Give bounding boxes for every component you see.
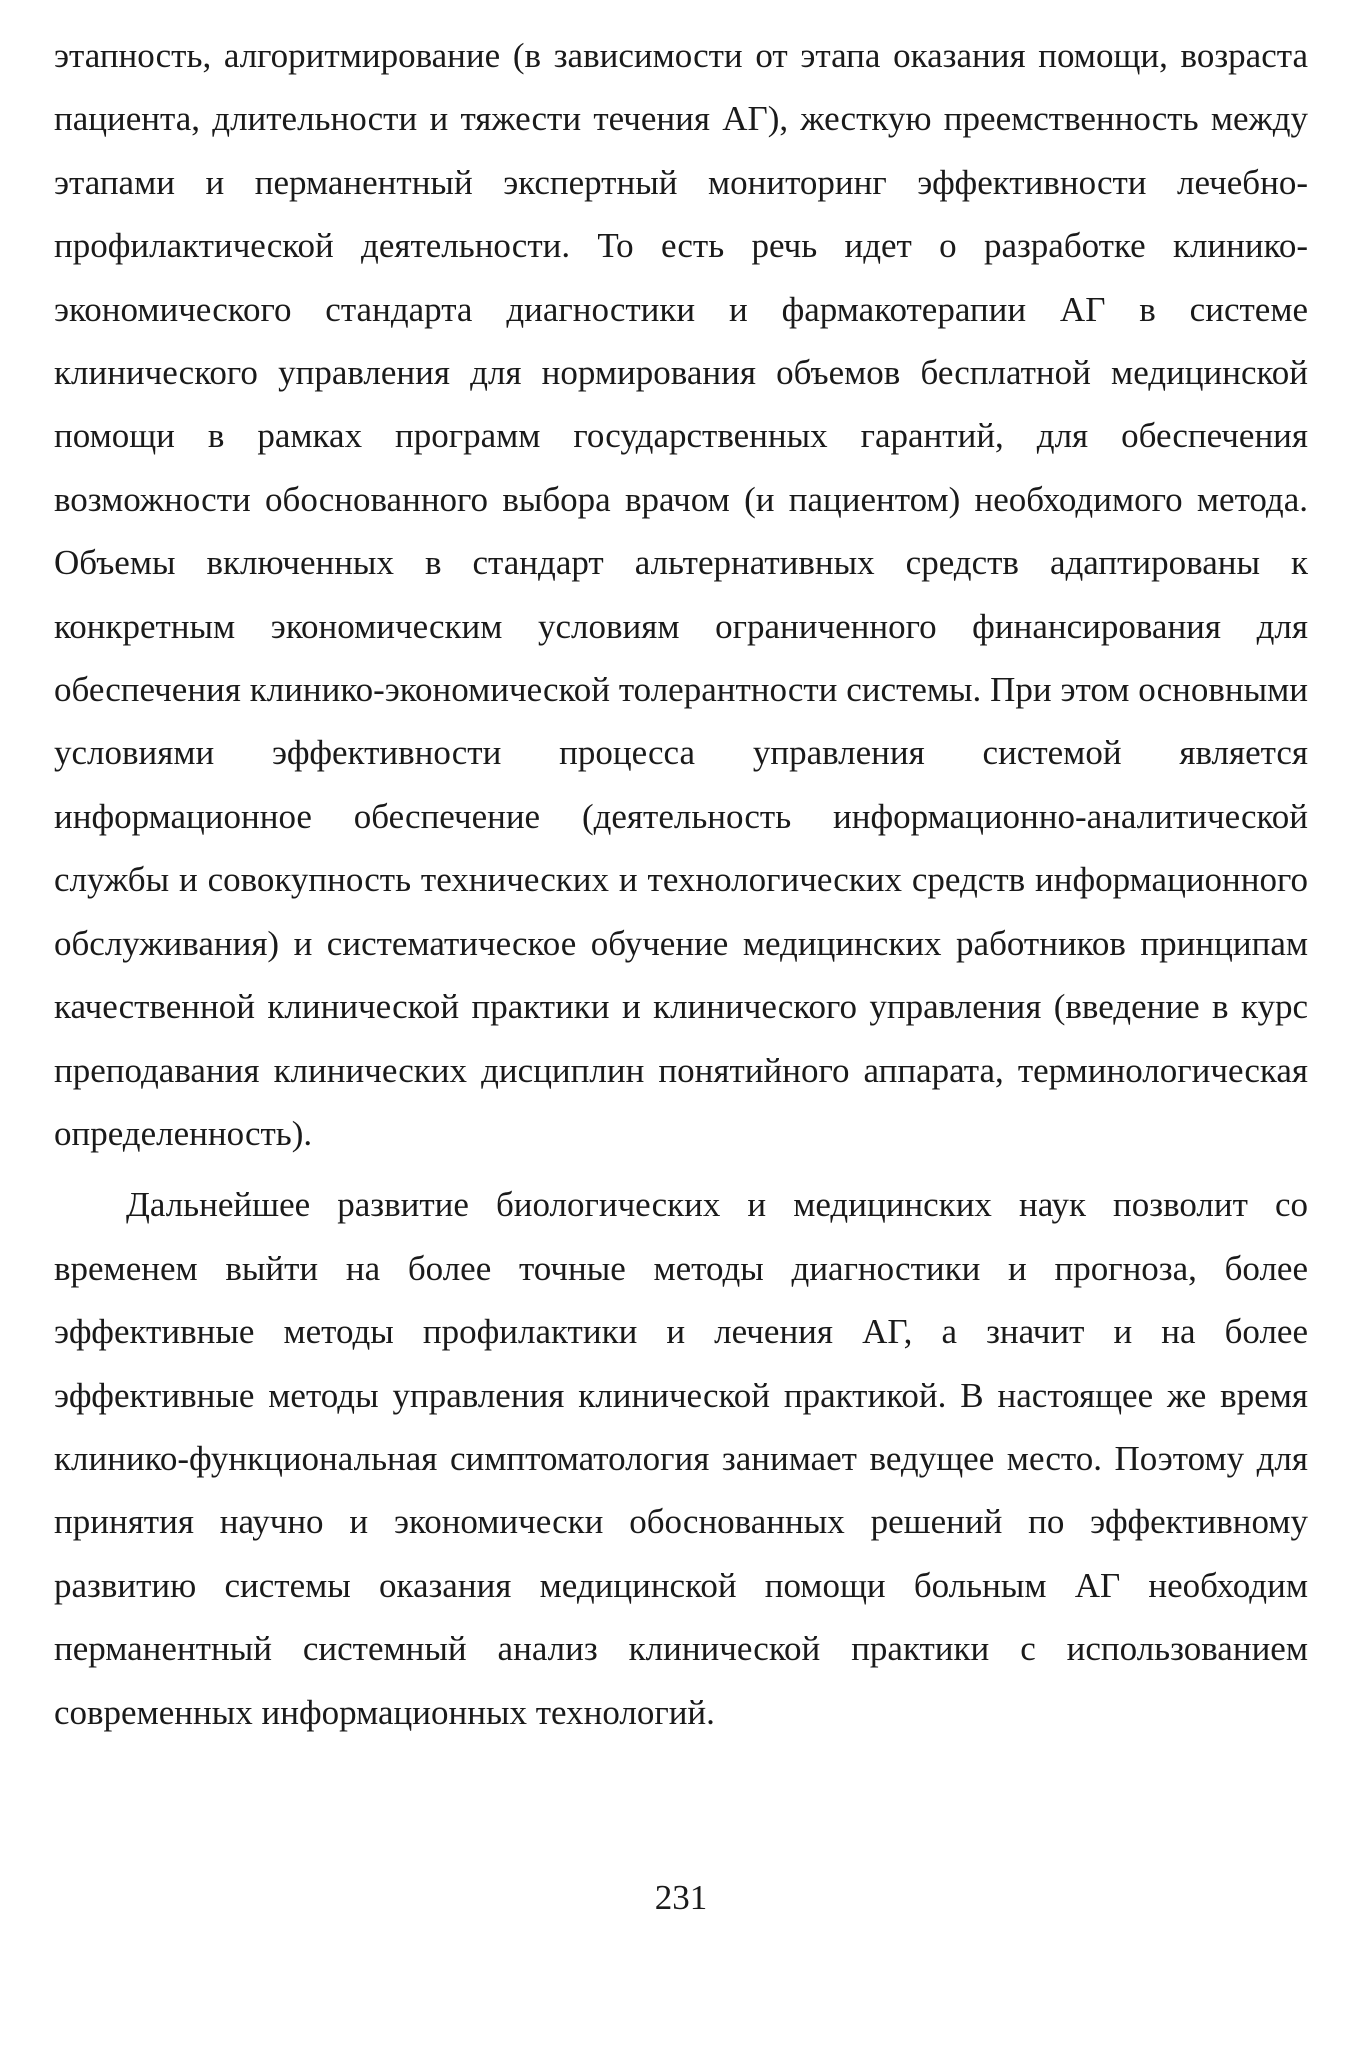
- paragraph-continuation: этапность, алгоритмирование (в зависимости от этапа оказания помощи, возраста пациента, длительности и тяжести течения АГ), жесткую преемственность между этапами и перманентный экспертный мониторинг эффективности лечебно-профилактической деятельности. То есть речь идет о разработке клинико-экономического стандарта диагностики и фармакотерапии АГ в системе клинического управления для нормирования объемов бесплатной медицинской помощи в рамках программ государственных гарантий, для обеспечения возможности обоснованного выбора врачом (и пациентом) необходимого метода. Объемы включенных в стандарт альтернативных средств адаптированы к конкретным экономическим условиям ограниченного финансирования для обеспечения клинико-экономической толерантности системы. При этом основными условиями эффективности процесса управления системой является информационное обеспечение (деятельность информационно-аналитической службы и совокупность технических и технологических средств информационного обслуживания) и систематическое обучение медицинских работников принципам качественной клинической практики и клинического управления (введение в курс преподавания клинических дисциплин понятийного аппарата, терминологическая определенность).: [54, 36, 1308, 1153]
- paragraph-conclusion: Дальнейшее развитие биологических и медицинских наук позволит со временем выйти на более точные методы диагностики и прогноза, более эффективные методы профилактики и лечения АГ, а значит и на более эффективные методы управления клинической практикой. В настоящее же время клинико-функциональная симптоматология занимает ведущее место. Поэтому для принятия научно и экономически обоснованных решений по эффективному развитию системы оказания медицинской помощи больным АГ необходим перманентный системный анализ клинической практики с использованием современных информационных технологий.: [54, 1185, 1308, 1732]
- body-text: [54, 24, 1308, 1744]
- paragraph-gap: [54, 1165, 1308, 1173]
- page-number: 231: [654, 1878, 708, 1917]
